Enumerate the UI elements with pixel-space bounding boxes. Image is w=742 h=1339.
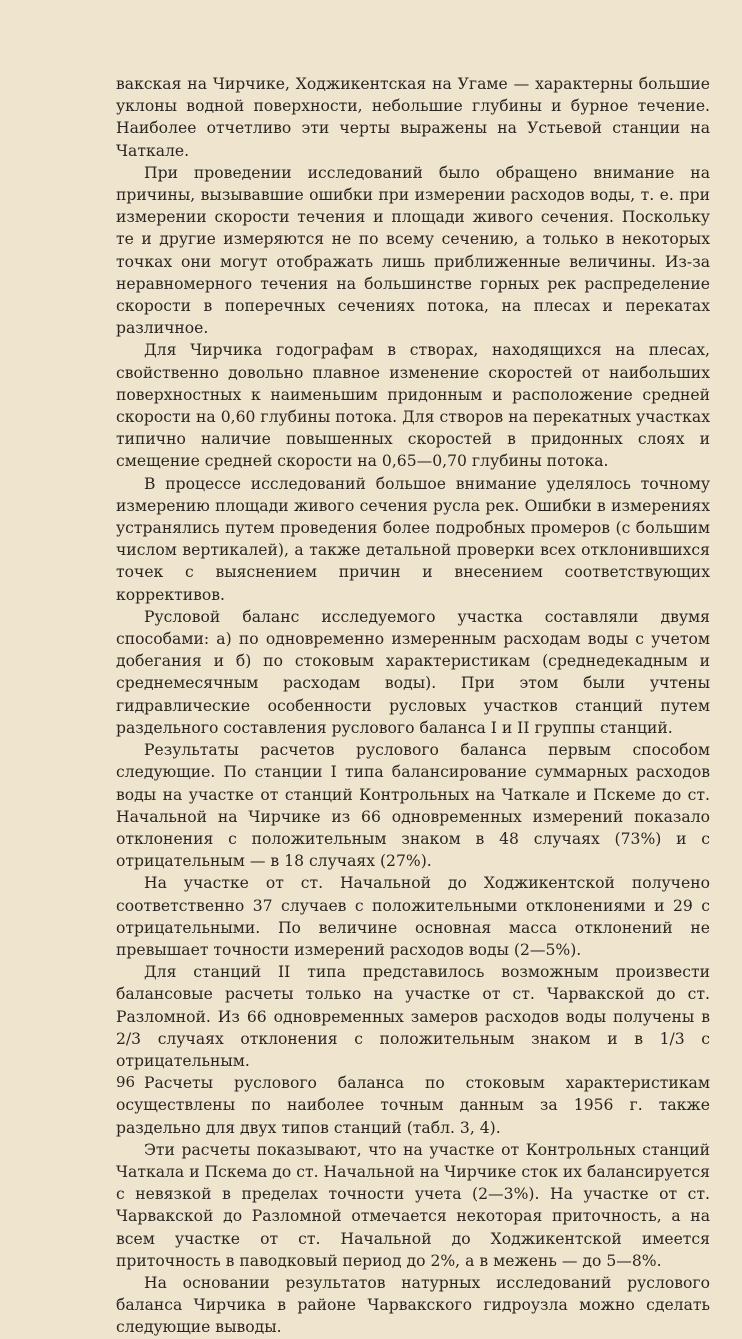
- page-number: 96: [116, 1073, 136, 1091]
- paragraph-10: Эти расчеты показывают, что на участке от Контрольных станций Чаткала и Пскема до ст. Начальной на Чирчике сток их балансируется с невязкой в пределах точности учета (2—3%). На участке от ст. Чарвакской до Разломной отмечается некоторая приточность, а на всем участке от ст. Начальной до Ходжикентской имеется приточность в паводковый период до 2%, а в межень — до 5—8%.: [116, 1140, 710, 1270]
- paragraph-5: Русловой баланс исследуемого участка составляли двумя способами: а) по одновременно измеренным расходам воды с учетом добегания и б) по стоковым характеристикам (среднедекадным и среднемесячным расходам воды). При этом были учтены гидравлические особенности русловых участков станций путем раздельного составления руслового баланса I и II группы станций.: [116, 607, 710, 737]
- paragraph-7: На участке от ст. Начальной до Ходжикентской получено соответственно 37 случаев с положительными отклонениями и 29 с отрицательными. По величине основная масса отклонений не превышает точности измерений расходов воды (2—5%).: [116, 874, 710, 959]
- paragraph-2: При проведении исследований было обращено внимание на причины, вызывавшие ошибки при измерении расходов воды, т. е. при измерении скорости течения и площади живого сечения. Поскольку те и другие измеряются не по всему сечению, а только в некоторых точках они могут отображать лишь приближенные величины. Из-за неравномерного течения на большинстве горных рек распределение скорости в поперечных сечениях потока, на плесах и перекатах различное.: [116, 163, 710, 338]
- body-text: [116, 73, 710, 1339]
- paragraph-9: Расчеты руслового баланса по стоковым характеристикам осуществлены по наиболее точным данным за 1956 г. также раздельно для двух типов станций (табл. 3, 4).: [116, 1074, 710, 1137]
- paragraph-1: вакская на Чирчике, Ходжикентская на Угаме — характерны большие уклоны водной поверхности, небольшие глубины и бурное течение. Наиболее отчетливо эти черты выражены на Устьевой станции на Чаткале.: [116, 75, 710, 160]
- paragraph-11: На основании результатов натурных исследований руслового баланса Чирчика в районе Чарвакского гидроузла можно сделать следующие выводы.: [116, 1273, 710, 1337]
- paragraph-3: Для Чирчика годографам в створах, находящихся на плесах, свойственно довольно плавное изменение скоростей от наибольших поверхностных к наименьшим придонным и расположение средней скорости на 0,60 глубины потока. Для створов на перекатных участках типично наличие повышенных скоростей в придонных слоях и смещение средней скорости на 0,65—0,70 глубины потока.: [116, 341, 710, 471]
- paragraph-8: Для станций II типа представилось возможным произвести балансовые расчеты только на участке от ст. Чарвакской до ст. Разломной. Из 66 одновременных замеров расходов воды получены в 2/3 случаях отклонения с положительным знаком и в 1/3 с отрицательным.: [116, 963, 710, 1070]
- paragraph-6: Результаты расчетов руслового баланса первым способом следующие. По станции I типа балансирование суммарных расходов воды на участке от станций Контрольных на Чаткале и Пскеме до ст. Начальной на Чирчике из 66 одновременных измерений показало отклонения с положительным знаком в 48 случаях (73%) и с отрицательным — в 18 случаях (27%).: [116, 741, 710, 871]
- paragraph-4: В процессе исследований большое внимание уделялось точному измерению площади живого сечения русла рек. Ошибки в измерениях устранялись путем проведения более подробных промеров (с большим числом вертикалей), а также детальной проверки всех отклонившихся точек с выяснением причин и внесением соответствующих коррективов.: [116, 474, 710, 604]
